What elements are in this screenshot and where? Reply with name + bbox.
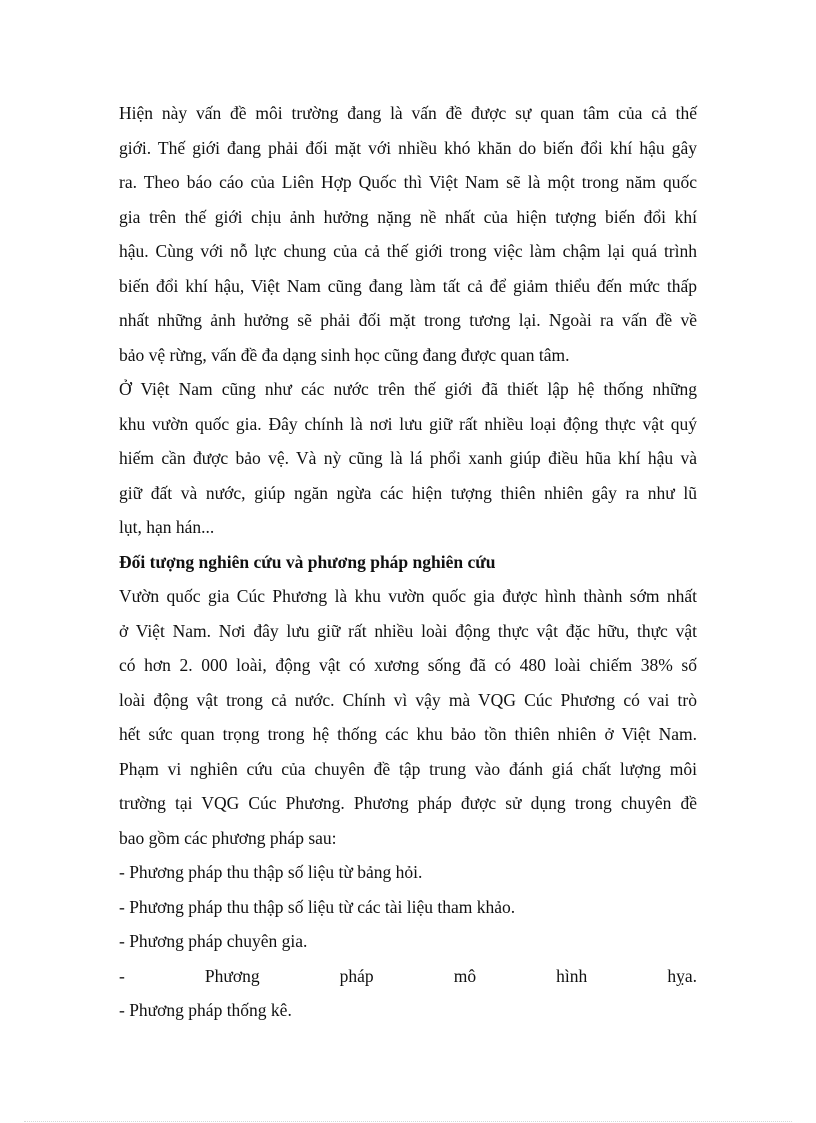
text-line: ở Việt Nam. Nơi đây lưu giữ rất nhiều loài động thực vật đặc hữu, thực vật [119, 620, 697, 641]
word: - [119, 965, 125, 986]
list-item: - Phương pháp thu thập số liệu từ bảng hỏi. [119, 862, 423, 882]
text-line: Ở Việt Nam cũng như các nước trên thế giới đã thiết lập hệ thống những [119, 379, 697, 399]
list-item: - Phương pháp thu thập số liệu từ các tài liệu tham khảo. [119, 896, 516, 917]
text-line: lụt, hạn hán... [119, 517, 215, 537]
section-heading: Đối tượng nghiên cứu và phương pháp nghiên cứu [119, 551, 496, 572]
page-bottom-divider [24, 1121, 792, 1122]
text-line: biến đổi khí hậu, Việt Nam cũng đang làm tất cả để giảm thiểu đến mức thấp [119, 275, 697, 296]
word: pháp [339, 965, 374, 986]
text-line: bảo vệ rừng, vấn đề đa dạng sinh học cũng đang được quan tâm. [119, 344, 570, 365]
text-line: giữ đất và nước, giúp ngăn ngừa các hiện tượng thiên nhiên gây ra như lũ [119, 482, 697, 503]
list-item-justified [119, 959, 697, 994]
word: hỵa. [667, 965, 697, 986]
text-line: hiếm cần được bảo vệ. Và nỳ cũng là lá phổi xanh giúp điều hũa khí hậu và [119, 448, 697, 468]
text-line: Phạm vi nghiên cứu của chuyên đề tập trung vào đánh giá chất lượng môi [119, 758, 697, 779]
text-line: khu vườn quốc gia. Đây chính là nơi lưu giữ rất nhiều loại động thực vật quý [119, 413, 697, 434]
cuc-phuong-paragraph [119, 579, 697, 855]
text-line: bao gồm các phương pháp sau: [119, 827, 337, 848]
text-line: gia trên thế giới chịu ảnh hưởng nặng nề nhất của hiện tượng biến đổi khí [119, 206, 697, 227]
word: hình [556, 965, 588, 986]
document-page [119, 96, 697, 1028]
list-item: - Phương pháp thống kê. [119, 1000, 292, 1020]
text-line: hết sức quan trọng trong hệ thống các khu bảo tồn thiên nhiên ở Việt Nam. [119, 724, 697, 744]
text-line: có hơn 2. 000 loài, động vật có xương sống đã có 480 loài chiếm 38% số [119, 655, 697, 675]
methods-list [119, 855, 697, 1028]
text-line: ra. Theo báo cáo của Liên Hợp Quốc thì Việt Nam sẽ là một trong năm quốc [119, 172, 697, 192]
word: Phương [204, 965, 260, 986]
list-item: - Phương pháp chuyên gia. [119, 931, 308, 951]
text-line: Vườn quốc gia Cúc Phương là khu vườn quốc gia được hình thành sớm nhất [119, 586, 697, 606]
intro-paragraph [119, 96, 697, 372]
text-line: nhất những ảnh hưởng sẽ phải đối mặt trong tương lại. Ngoài ra vấn đề về [119, 310, 697, 330]
text-line: loài động vật trong cả nước. Chính vì vậy mà VQG Cúc Phương có vai trò [119, 689, 697, 710]
word: mô [453, 965, 477, 986]
national-parks-paragraph [119, 372, 697, 545]
text-line: hậu. Cùng với nỗ lực chung của cả thế giới trong việc làm chậm lại quá trình [119, 241, 697, 261]
text-line: giới. Thế giới đang phải đối mặt với nhiều khó khăn do biến đổi khí hậu gây [119, 137, 697, 158]
text-line: Hiện này vấn đề môi trường đang là vấn đề được sự quan tâm của cả thế [119, 103, 697, 123]
text-line: trường tại VQG Cúc Phương. Phương pháp được sử dụng trong chuyên đề [119, 793, 697, 813]
